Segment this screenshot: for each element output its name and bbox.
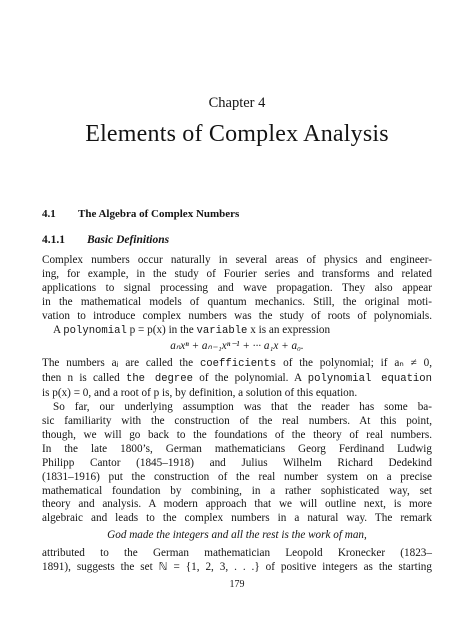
section-heading [42, 208, 239, 220]
text-line: sic familiarity with the construction of the real numbers. At this point, [42, 414, 432, 427]
text-fragment: then n is called [42, 372, 126, 385]
paragraph-coefficients [42, 357, 432, 401]
term-polynomial: polynomial [63, 324, 127, 337]
paragraph-intro [42, 254, 432, 324]
kronecker-quote: God made the integers and all the rest is the work of man, [107, 529, 367, 542]
body-text [42, 254, 432, 575]
text-line: applications to signal processing and wave propagation. They also appear [42, 281, 432, 294]
text-line: Complex numbers occur naturally in several areas of physics and engineer- [42, 254, 432, 266]
paragraph-kronecker [42, 547, 432, 575]
text-line: algebraic and leads to the complex numbers in a natural way. The remark [42, 512, 432, 525]
text-line: though, we will go back to the foundations of the theory of real numbers. [42, 428, 432, 441]
text-line: in the mathematical models of quantum mechanics. Still, the original moti- [42, 295, 432, 308]
page-number: 179 [229, 579, 245, 590]
term-polynomial-equation: polynomial equation [307, 373, 432, 386]
subsection-title: Basic Definitions [87, 234, 170, 246]
text-line: 1891), suggests the set ℕ = {1, 2, 3, . . .} of positive integers as the starting [42, 561, 432, 574]
text-line [42, 372, 432, 387]
section-number: 4.1 [42, 208, 56, 220]
text-fragment: of the polynomial; if aₙ ≠ 0, [276, 357, 433, 370]
polynomial-equation: aₙxⁿ + aₙ₋₁xⁿ⁻¹ + ··· a₁x + a₀. [170, 340, 304, 353]
text-line: (1831–1916) put the construction of the real number system on a precise [42, 470, 432, 483]
subsection-number: 4.1.1 [42, 234, 65, 246]
text-line: mathematical foundation by combining, in a rather sophisticated way, set [42, 484, 432, 497]
term-coefficients: coefficients [199, 358, 277, 371]
subsection-heading [42, 234, 169, 246]
chapter-label: Chapter 4 [208, 95, 266, 111]
polynomial-definition-line [42, 324, 432, 339]
text-line: So far, our underlying assumption was that the reader has some ba- [53, 401, 432, 414]
term-degree: the degree [125, 373, 193, 386]
text-line: vation to introduce complex numbers was the study of roots of polynomials. [42, 309, 432, 322]
text-line: In the late 1800’s, German mathematicians Georg Ferdinand Ludwig [42, 442, 432, 455]
text-line: attributed to the German mathematician Leopold Kronecker (1823– [42, 547, 432, 560]
text-fragment: The numbers aⱼ are called the [42, 357, 200, 370]
paragraph-history [42, 401, 432, 526]
chapter-title: Elements of Complex Analysis [85, 121, 389, 147]
text-line [42, 357, 432, 372]
text-line: is p(x) = 0, and a root of p is, by definition, a solution of this equation. [42, 387, 358, 400]
term-variable: variable [196, 324, 248, 337]
text-fragment: A [53, 323, 64, 336]
text-line: theory and analysis. A modern approach that we will outline next, is more [42, 498, 432, 511]
text-fragment: x is an expression [247, 323, 331, 336]
text-fragment: p = p(x) in the [126, 323, 197, 336]
text-fragment: of the polynomial. A [192, 372, 308, 385]
text-line: ing, for example, in the study of Fourier series and transforms and related [42, 267, 432, 280]
text-line: Philipp Cantor (1845–1918) and Julius Wilhelm Richard Dedekind [42, 456, 432, 469]
section-title: The Algebra of Complex Numbers [78, 208, 240, 220]
